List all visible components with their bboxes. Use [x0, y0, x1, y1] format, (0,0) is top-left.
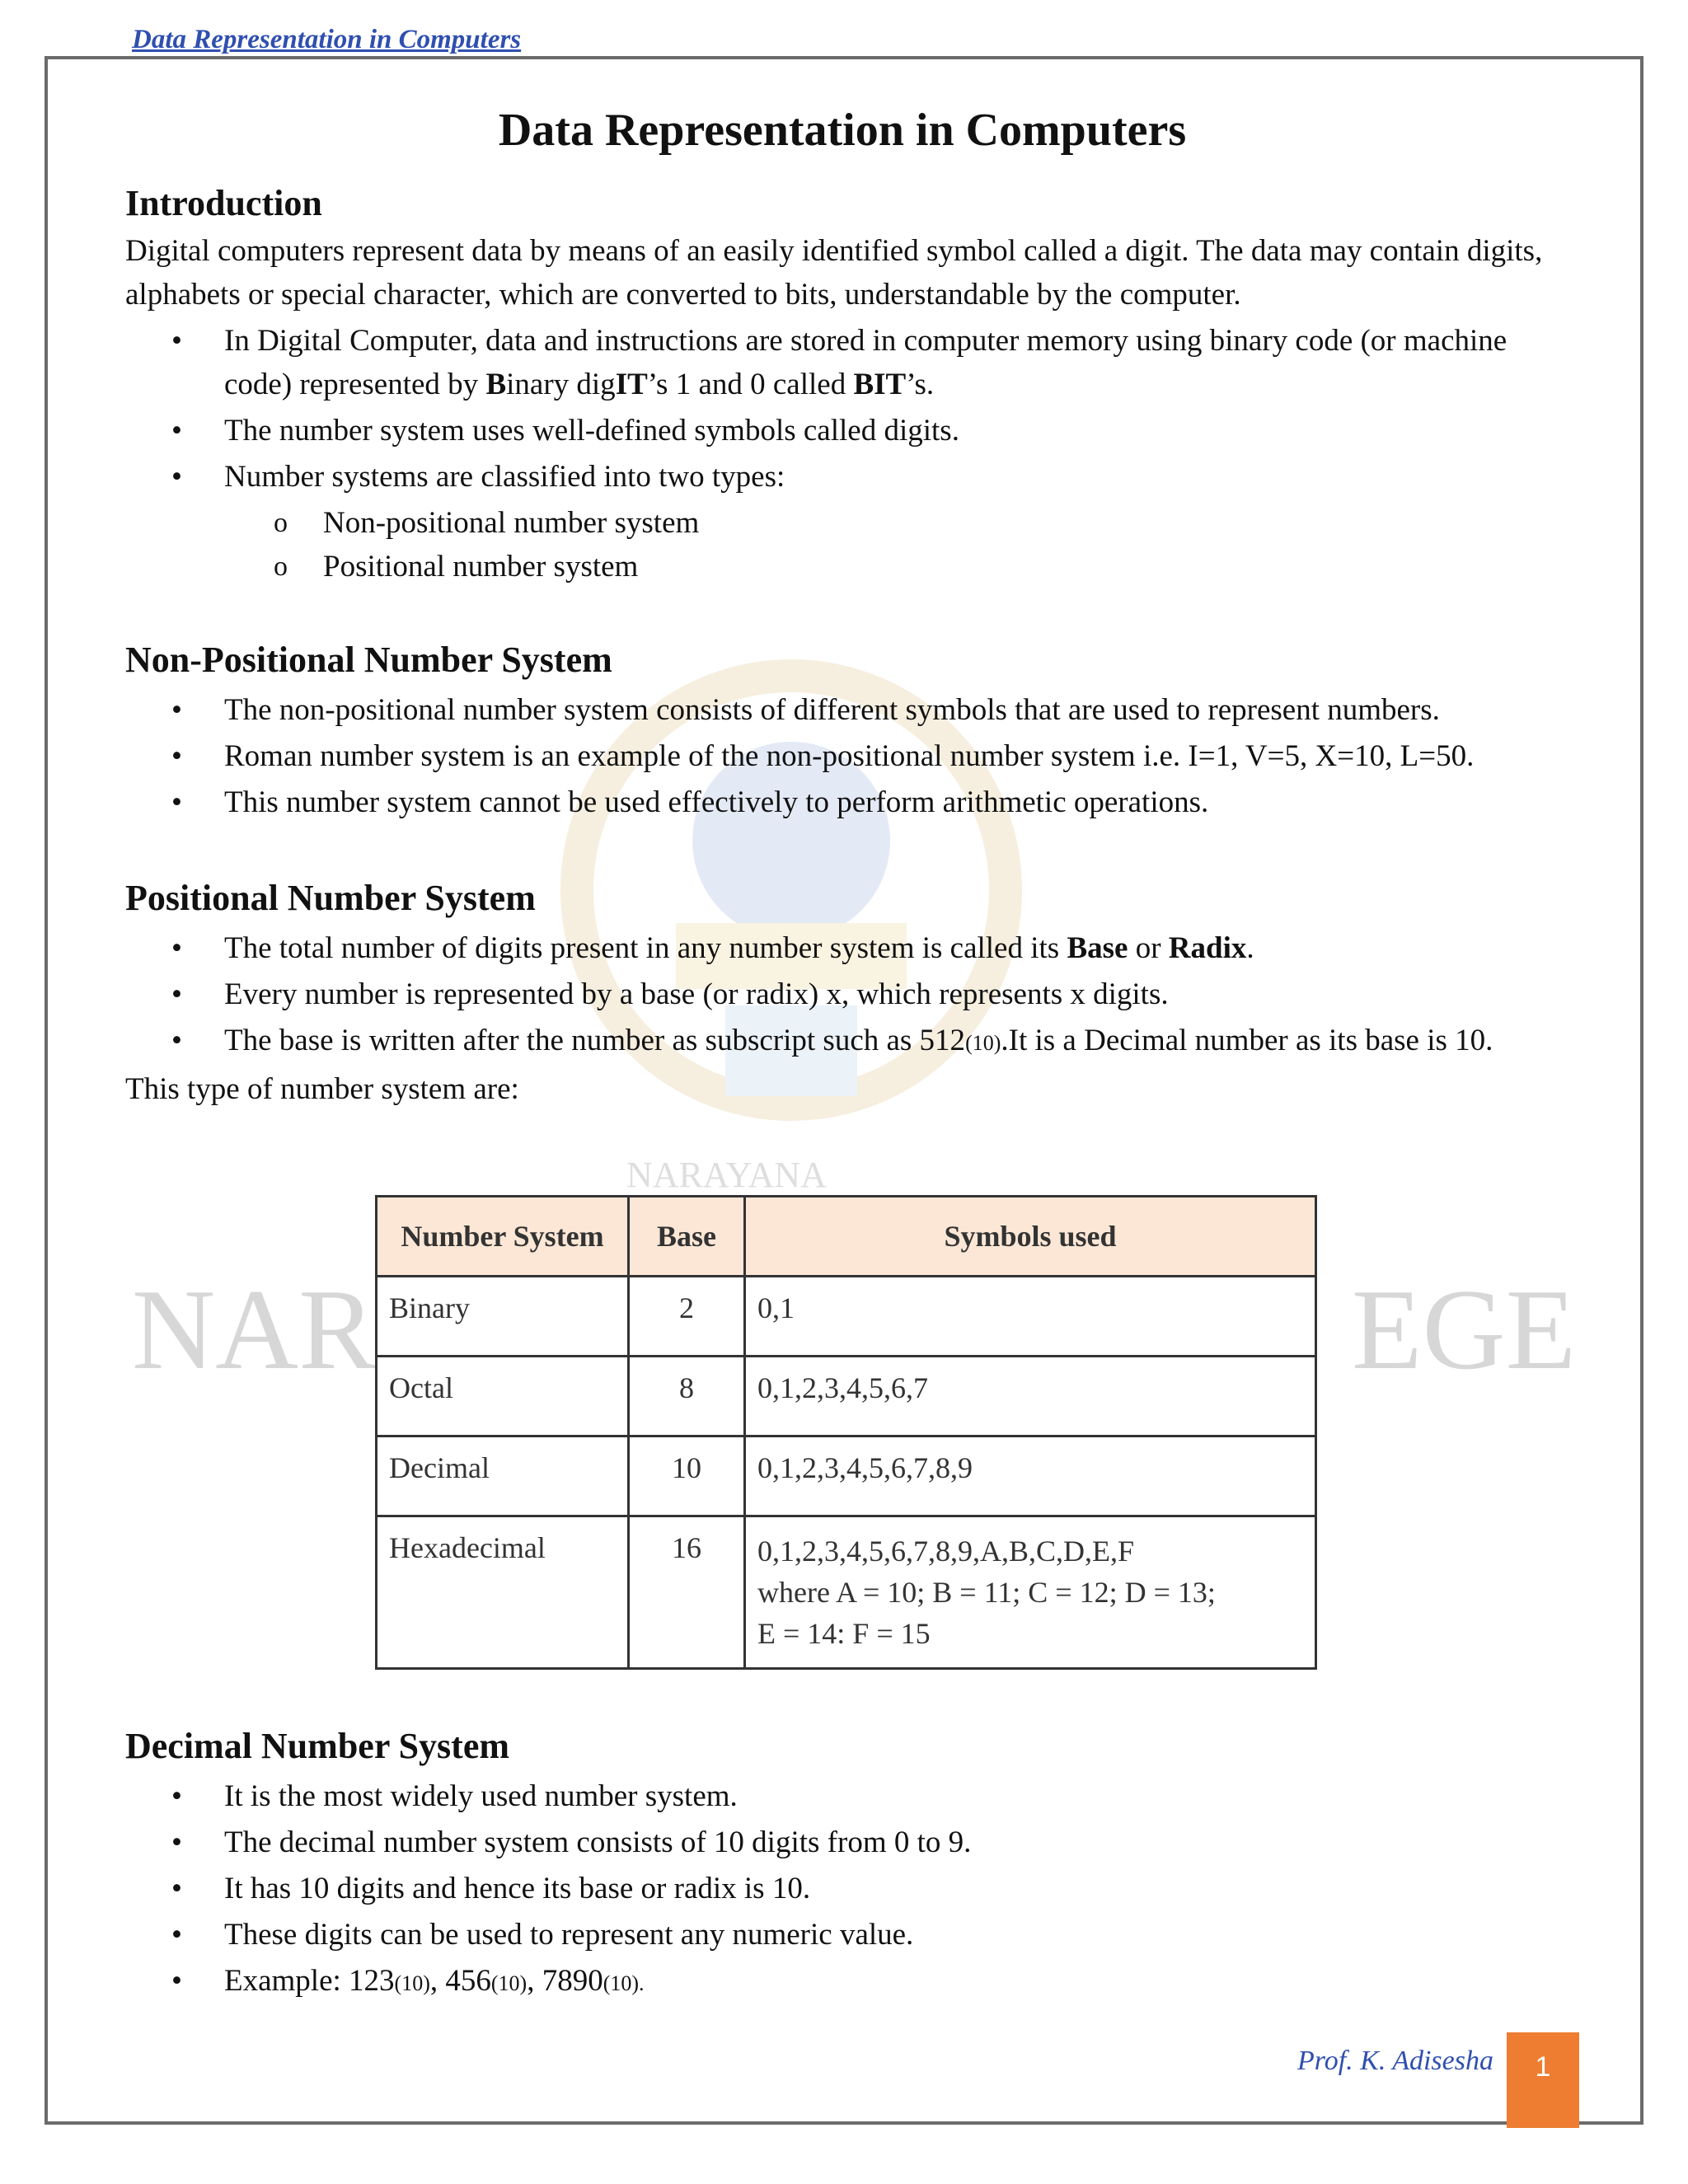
list-item: • The decimal number system consists of 10 digits from 0 to 9. — [125, 1821, 1559, 1864]
section-introduction — [125, 178, 1559, 588]
bold-text: B — [485, 368, 507, 401]
list-item: • The non-positional number system consists of different symbols that are used to represent numbers. — [125, 688, 1559, 732]
example-text: , 456 — [429, 1964, 491, 1998]
cell-base: 2 — [629, 1277, 745, 1357]
cell-system: Hexadecimal — [377, 1516, 629, 1669]
cell-base: 8 — [629, 1357, 745, 1436]
bullet-text: . — [1246, 931, 1254, 965]
sub-list-item: o Non-positional number system — [125, 501, 1559, 545]
positional-heading: Positional Number System — [125, 878, 536, 918]
cell-system: Binary — [377, 1277, 629, 1357]
bullet-text: The total number of digits present in any number system is called its — [224, 931, 1067, 965]
column-header: Symbols used — [745, 1197, 1316, 1277]
cell-symbols: 0,1 — [745, 1277, 1316, 1357]
bullet-text: .It is a Decimal number as its base is 10. — [1001, 1024, 1493, 1057]
cell-symbols: 0,1,2,3,4,5,6,7 — [745, 1357, 1316, 1436]
table-row — [377, 1357, 1316, 1436]
bold-text: BIT — [853, 368, 907, 401]
non-positional-list — [125, 688, 1559, 824]
table-row — [377, 1436, 1316, 1516]
watermark-text-left: NAR — [132, 1266, 376, 1394]
list-item — [125, 1019, 1559, 1065]
list-item: • The number system uses well-defined symbols called digits. — [125, 409, 1559, 452]
bullet-text: In Digital Computer, data and instructions are stored in computer memory using binary code (or machine code) represented by — [224, 324, 1507, 401]
subscript: (10) — [394, 1971, 430, 1995]
bold-text: IT — [615, 368, 648, 401]
watermark-small-text: NARAYANA — [626, 1155, 827, 1195]
symbols-line: 0,1,2,3,4,5,6,7,8,9,A,B,C,D,E,F — [757, 1535, 1135, 1568]
section-non-positional — [125, 635, 1559, 824]
subscript: (10) — [965, 1031, 1001, 1055]
bullet-text: inary dig — [506, 368, 616, 401]
list-item: • Number systems are classified into two types: — [125, 455, 1559, 499]
bullet-text: ’s 1 and 0 called — [647, 368, 854, 401]
section-positional — [125, 873, 1559, 1111]
list-item: • This number system cannot be used effectively to perform arithmetic operations. — [125, 780, 1559, 824]
list-item: • It is the most widely used number system. — [125, 1774, 1559, 1818]
sub-list-item: o Positional number system — [125, 545, 1559, 588]
page-content — [125, 97, 1559, 1111]
document-title: Data Representation in Computers — [498, 105, 1187, 156]
number-system-types-list — [125, 501, 1559, 588]
list-item: • These digits can be used to represent any numeric value. — [125, 1913, 1559, 1957]
decimal-heading: Decimal Number System — [125, 1726, 509, 1766]
list-item — [125, 319, 1559, 406]
list-item: • It has 10 digits and hence its base or radix is 10. — [125, 1867, 1559, 1910]
cell-system: Decimal — [377, 1436, 629, 1516]
symbols-line: E = 14: F = 15 — [757, 1617, 931, 1650]
non-positional-heading: Non-Positional Number System — [125, 640, 612, 680]
example-text: , 7890 — [527, 1964, 603, 1998]
cell-symbols: 0,1,2,3,4,5,6,7,8,9 — [745, 1436, 1316, 1516]
introduction-heading: Introduction — [125, 183, 322, 223]
positional-list — [125, 926, 1559, 1065]
list-item: • Every number is represented by a base (or radix) x, which represents x digits. — [125, 972, 1559, 1016]
page-number-badge: 1 — [1507, 2032, 1579, 2128]
number-system-table — [375, 1195, 1317, 1670]
decimal-list — [125, 1774, 1559, 2005]
list-item: • Roman number system is an example of the non-positional number system i.e. I=1, V=5, X=10, L=50. — [125, 734, 1559, 778]
watermark-text-right: EGE — [1352, 1266, 1577, 1394]
bullet-text: The base is written after the number as subscript such as 512 — [224, 1024, 966, 1057]
table-header-row — [377, 1197, 1316, 1277]
cell-base: 16 — [629, 1516, 745, 1669]
bold-text: Radix — [1168, 931, 1247, 965]
subscript: (10). — [603, 1971, 645, 1995]
subscript: (10) — [490, 1971, 528, 1995]
cell-symbols — [745, 1516, 1316, 1669]
running-header: Data Representation in Computers — [132, 25, 522, 54]
number-system-table-wrapper — [375, 1195, 1317, 1670]
list-item — [125, 926, 1559, 970]
list-item — [125, 1959, 1559, 2005]
bold-text: Base — [1067, 931, 1128, 965]
cell-system: Octal — [377, 1357, 629, 1436]
introduction-paragraph: Digital computers represent data by means of an easily identified symbol called a digit. The data may contain digits, alphabets or special character, which are converted to bits, understandable by the computer. — [125, 234, 1543, 312]
number-system-types-intro: This type of number system are: — [125, 1072, 519, 1106]
section-decimal — [125, 1721, 1559, 2008]
example-text: Example: 123 — [224, 1964, 395, 1998]
footer-author: Prof. K. Adisesha — [1296, 2046, 1493, 2076]
symbols-line: where A = 10; B = 11; C = 12; D = 13; — [757, 1576, 1216, 1609]
bullet-text: ’s. — [906, 368, 935, 401]
column-header: Number System — [377, 1197, 629, 1277]
bullet-text: or — [1128, 931, 1169, 965]
column-header: Base — [629, 1197, 745, 1277]
table-row — [377, 1516, 1316, 1669]
introduction-list — [125, 319, 1559, 499]
table-row — [377, 1277, 1316, 1357]
cell-base: 10 — [629, 1436, 745, 1516]
